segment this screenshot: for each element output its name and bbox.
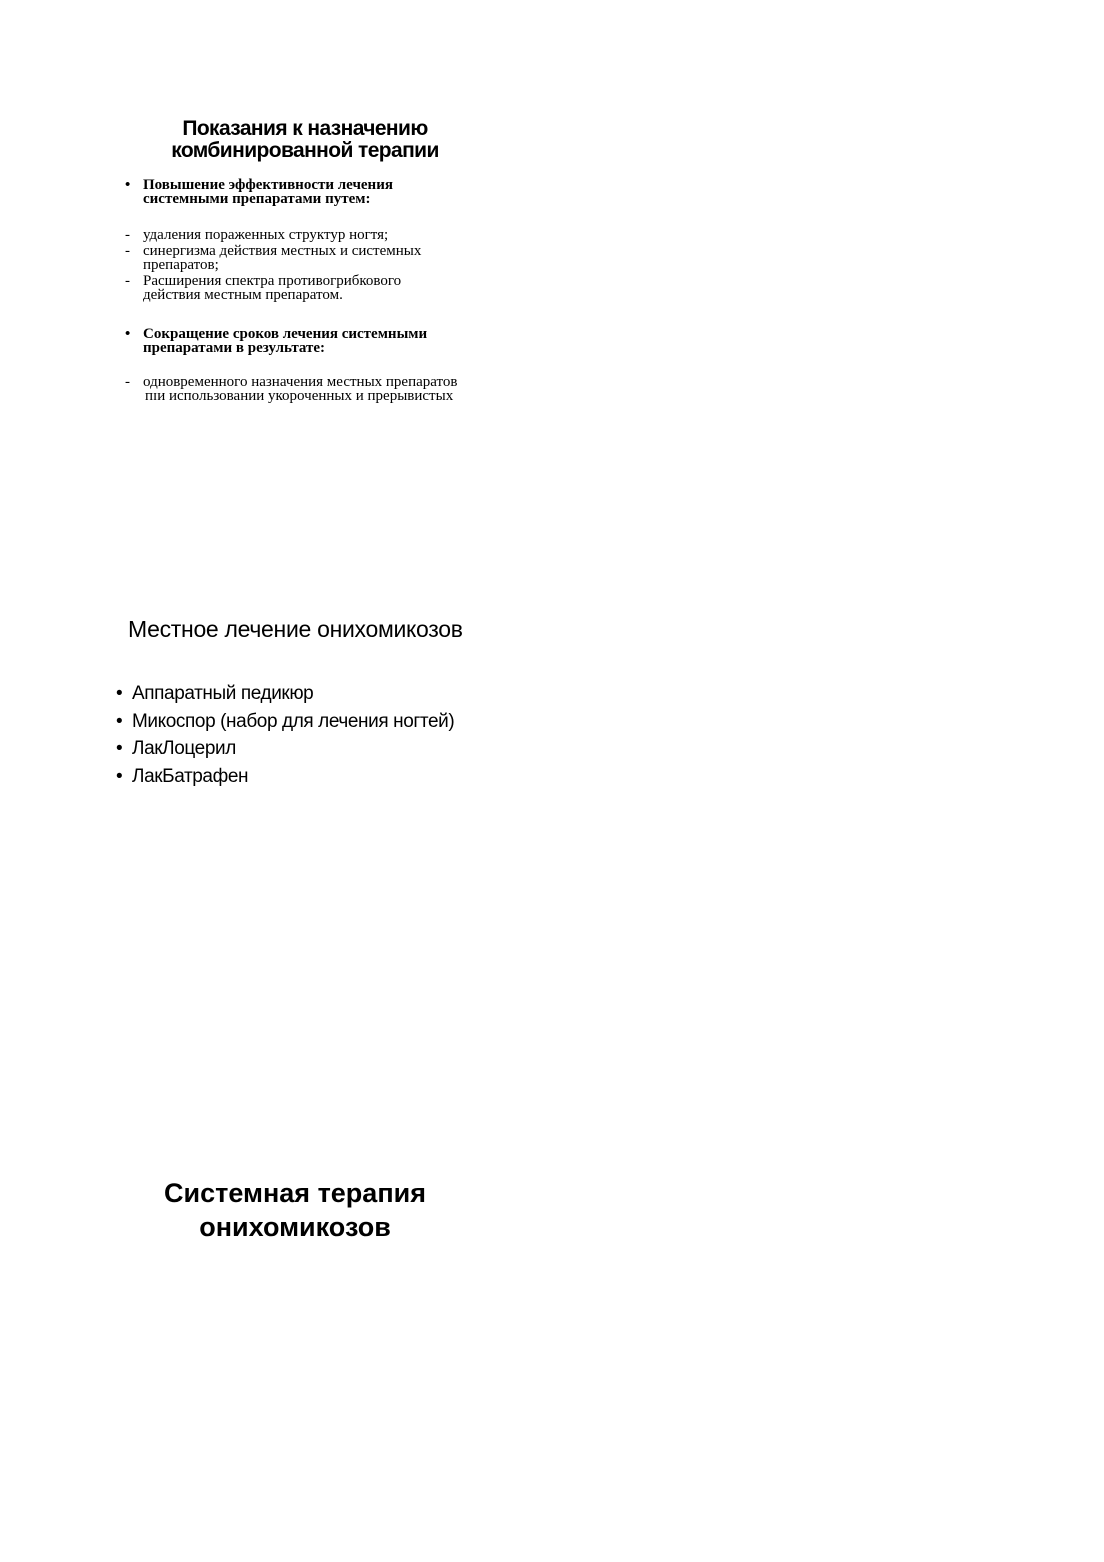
list-item (116, 708, 454, 736)
slide2-list (116, 680, 454, 790)
list-item-line: синергизма действия местных и системных (143, 243, 422, 259)
list-item-line: Расширения спектра противогрибкового (143, 273, 402, 289)
list-item (116, 763, 454, 791)
dash-icon: - (125, 273, 130, 289)
bullet-icon: • (116, 710, 123, 732)
slide3-title-line1: Системная терапия (164, 1178, 426, 1208)
section2-heading-line2: препаратами в результате: (143, 340, 326, 356)
section1-heading-line1: Повышение эффективности лечения (143, 177, 393, 193)
list-item (125, 228, 525, 242)
slide3-title-line2: онихомикозов (199, 1212, 391, 1242)
section2-heading-line1: Сокращение сроков лечения системными (143, 326, 428, 342)
list-item (116, 680, 454, 708)
list-item-label: ЛакЛоцерил (132, 738, 236, 759)
dash-icon: - (125, 374, 130, 390)
slide1-title-line2: комбинированной терапии (171, 139, 439, 162)
list-item-line: удаления пораженных структур ногтя; (143, 227, 389, 243)
bullet-icon: • (125, 177, 131, 193)
list-item (116, 735, 454, 763)
bullet-icon: • (116, 765, 123, 787)
bullet-icon: • (116, 738, 123, 759)
section2-block (125, 327, 525, 355)
list-item (125, 375, 525, 403)
list-item (125, 274, 525, 302)
list-item-label: ЛакБатрафен (132, 765, 249, 787)
section2-heading (125, 327, 525, 355)
section2-items (125, 375, 525, 405)
section1-heading-line2: системными препаратами путем: (143, 191, 371, 207)
list-item-line: действия местным препаратом. (143, 287, 343, 303)
list-item-line: одновременного назначения местных препаратов (143, 374, 458, 390)
dash-icon: - (125, 227, 130, 243)
list-item (125, 244, 525, 272)
section1-items (125, 228, 525, 304)
slide1-title-line1: Показания к назначению (182, 117, 428, 140)
slide3-title (120, 1176, 470, 1244)
list-item-line: пɪи использовании укороченных и прерывистых (145, 388, 454, 404)
slide1-title (130, 118, 480, 162)
dash-icon: - (125, 243, 130, 259)
list-item-label: Аппаратный педикюр (132, 683, 314, 704)
bullet-icon: • (116, 683, 123, 704)
bullet-icon: • (125, 326, 131, 342)
list-item-label: Микоспор (набор для лечения ногтей) (132, 710, 455, 732)
slide2-title: Местное лечение онихомикозов (128, 616, 463, 642)
section1-block (125, 178, 525, 206)
list-item-line: препаратов; (143, 257, 219, 273)
section1-heading (125, 178, 525, 206)
